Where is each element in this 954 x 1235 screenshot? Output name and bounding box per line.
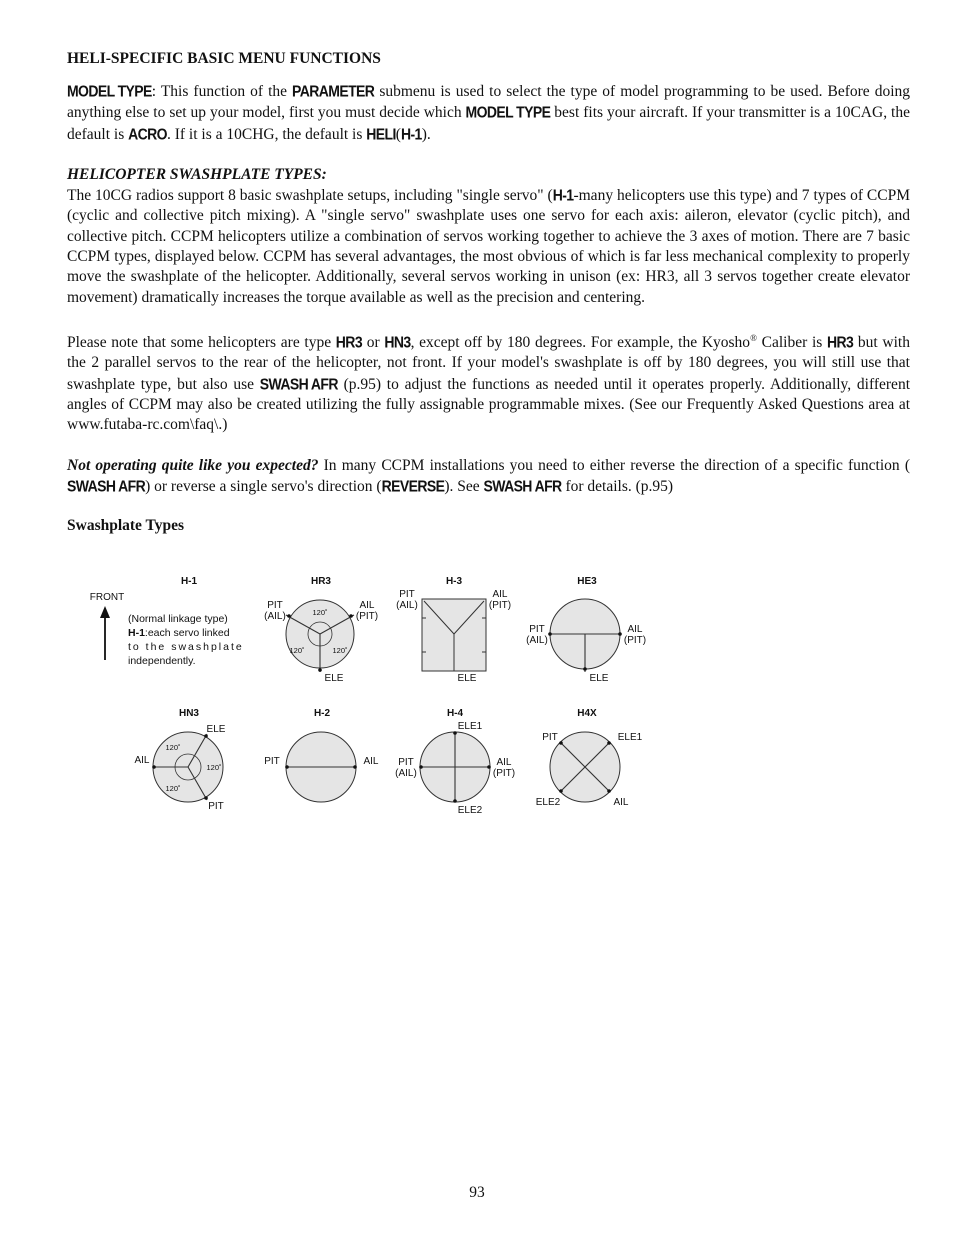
- keyword: HR3: [826, 333, 854, 352]
- keyword: ACRO: [128, 124, 167, 143]
- svg-text:PIT: PIT: [542, 732, 558, 743]
- diagram-h4: [395, 708, 515, 816]
- svg-text:120˚: 120˚: [206, 763, 222, 772]
- text: . If it is a 10CHG, the default is: [166, 125, 367, 143]
- swashplate-diagrams: [80, 570, 700, 820]
- diagram-h3: [396, 576, 511, 684]
- svg-text:ELE1: ELE1: [617, 732, 643, 743]
- registered-mark: ®: [750, 332, 757, 343]
- diagram-hr3: [264, 576, 378, 684]
- h4-title: H-4: [446, 708, 464, 719]
- keyword: SWASH AFR: [67, 476, 146, 495]
- text: for details. (p.95): [561, 477, 674, 495]
- svg-text:(PIT): (PIT): [492, 768, 516, 779]
- swashplate-paragraph: [67, 165, 910, 308]
- svg-text:120˚: 120˚: [332, 646, 348, 655]
- section-subheading: HELICOPTER SWASHPLATE TYPES:: [67, 165, 327, 183]
- swashplate-types-title: Swashplate Types: [67, 517, 184, 535]
- keyword: PARAMETER: [292, 82, 375, 100]
- svg-text:(AIL): (AIL): [395, 768, 417, 779]
- text: (: [395, 125, 401, 143]
- text: or: [362, 334, 385, 352]
- text: -many helicopters use this type) and 7 types of CCPM (cyclic and collective pitch mixing). A "single servo" swashplate uses one servo for each axis: aileron, elevator (cyclic pitch), and collective pitch. CCPM helicopters utilize a combination of servos working together to achieve the 3 axes of motion. There are 7 basic CCPM types, displayed below. CCPM has several advantages, the most obvious of which is far less mechanical complexity to properly move the swashplate of the helicopter. Additionally, several servos working in unison (ex: HR3, all 3 servos together create elevator movement) dramatically increases the torque available as well as the precision and centering.: [67, 187, 910, 306]
- svg-text:PIT: PIT: [208, 801, 224, 812]
- lead-question: Not operating quite like you expected?: [67, 456, 319, 474]
- svg-text:AIL: AIL: [627, 624, 643, 635]
- keyword: MODEL TYPE: [67, 82, 152, 100]
- text: ).: [421, 125, 431, 143]
- svg-text:120˚: 120˚: [165, 784, 181, 793]
- diagram-hn3: [134, 708, 225, 812]
- h1-note-line4: independently.: [128, 655, 196, 667]
- svg-text:ELE: ELE: [589, 673, 609, 684]
- svg-text:(AIL): (AIL): [264, 611, 286, 622]
- svg-text:AIL: AIL: [359, 600, 375, 611]
- svg-text:120˚: 120˚: [289, 646, 305, 655]
- he3-title: HE3: [577, 576, 597, 587]
- hr3-title: HR3: [310, 576, 332, 587]
- svg-text:PIT: PIT: [529, 624, 545, 635]
- model-type-paragraph: [67, 81, 910, 145]
- h2-title: H-2: [313, 708, 331, 719]
- keyword: MODEL TYPE: [465, 103, 551, 122]
- h1-note-line1: (Normal linkage type): [128, 613, 228, 625]
- keyword: REVERSE: [381, 476, 445, 495]
- text: submenu is used to select the type of model programming to be used. Before doing anything else to set up your model, first you must decide which: [67, 83, 911, 122]
- text: best fits your aircraft. If your transmitter is a 10CAG, the default is: [67, 104, 910, 143]
- svg-text:AIL: AIL: [492, 589, 508, 600]
- svg-text:ELE: ELE: [457, 673, 477, 684]
- svg-text:AIL: AIL: [496, 757, 512, 768]
- svg-text:PIT: PIT: [267, 600, 283, 611]
- keyword: SWASH AFR: [483, 476, 562, 495]
- troubleshoot-paragraph: [67, 456, 910, 498]
- keyword: HN3: [384, 333, 411, 352]
- h1-title: H-1: [180, 576, 198, 587]
- diagram-h2: [264, 708, 379, 802]
- front-arrow-icon: [100, 606, 110, 618]
- text: but with the 2 parallel servos to the rear of the helicopter, not front. If your model's swashplate is off by 180 degrees, you will still use that swashplate type, but also use: [67, 334, 910, 393]
- text: : This function of the: [151, 83, 293, 100]
- front-label: FRONT: [89, 592, 125, 603]
- keyword: HELI: [366, 124, 396, 143]
- swashplate-diagrams-svg: [80, 570, 700, 820]
- h1-note-line2: H-1:each servo linked: [128, 627, 230, 639]
- svg-text:ELE2: ELE2: [535, 797, 561, 808]
- text: (p.95) to adjust the functions as needed until it operates properly. Additionally, different angles of CCPM may also be created utilizing the fully assignable programmable mixes. (See our Frequently Asked Questions area at www.futaba-rc.com\faq\.): [67, 375, 910, 434]
- diagram-h1: [90, 576, 244, 667]
- svg-text:ELE: ELE: [324, 673, 344, 684]
- diagram-h4x: [536, 708, 643, 808]
- text: ). See: [444, 477, 484, 495]
- svg-text:ELE: ELE: [206, 724, 226, 735]
- svg-text:(AIL): (AIL): [526, 635, 548, 646]
- h3-title: H-3: [445, 576, 463, 587]
- hn3-title: HN3: [178, 708, 200, 719]
- text: Please note that some helicopters are type: [67, 334, 336, 352]
- svg-text:AIL: AIL: [363, 756, 379, 767]
- text: In many CCPM installations you need to either reverse the direction of a specific function (: [318, 456, 910, 474]
- svg-text:PIT: PIT: [264, 756, 280, 767]
- svg-text:ELE1: ELE1: [457, 721, 483, 732]
- svg-text:(PIT): (PIT): [623, 635, 647, 646]
- svg-text:(PIT): (PIT): [355, 611, 379, 622]
- keyword: SWASH AFR: [259, 374, 338, 393]
- diagram-he3: [526, 576, 646, 684]
- keyword: H-1: [552, 186, 574, 205]
- text: ) or reverse a single servo's direction (: [145, 477, 382, 495]
- text: The 10CG radios support 8 basic swashplate setups, including "single servo" (: [67, 187, 553, 205]
- h4x-title: H4X: [577, 708, 597, 719]
- svg-text:(PIT): (PIT): [488, 600, 512, 611]
- svg-text:PIT: PIT: [399, 589, 415, 600]
- text: Caliber is: [756, 334, 827, 352]
- svg-text:120˚: 120˚: [165, 743, 181, 752]
- keyword: H-1: [400, 124, 422, 143]
- page-number: 93: [469, 1184, 485, 1201]
- svg-text:AIL: AIL: [134, 755, 150, 766]
- page-heading: HELI-SPECIFIC BASIC MENU FUNCTIONS: [67, 50, 381, 67]
- text: , except off by 180 degrees. For example, the Kyosho: [410, 334, 751, 352]
- keyword: HR3: [335, 333, 363, 352]
- svg-text:ELE2: ELE2: [457, 805, 483, 816]
- svg-text:120˚: 120˚: [312, 608, 328, 617]
- svg-text:(AIL): (AIL): [396, 600, 418, 611]
- manual-page: [67, 50, 910, 535]
- svg-text:AIL: AIL: [613, 797, 629, 808]
- note-paragraph: [67, 328, 910, 436]
- h1-note-line3: to the swashplate: [128, 641, 244, 653]
- svg-text:PIT: PIT: [398, 757, 414, 768]
